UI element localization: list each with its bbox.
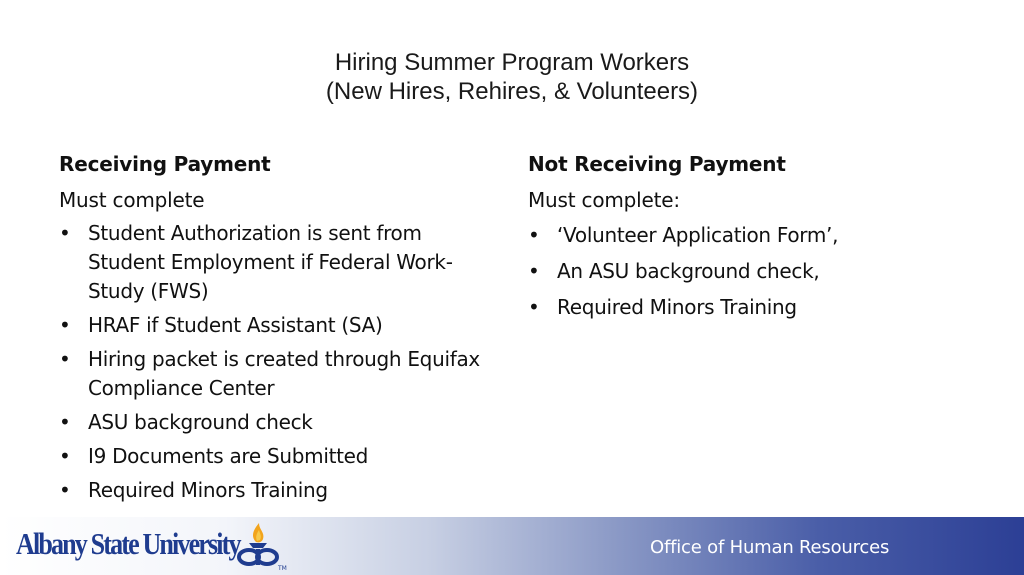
slide-title-line-1: Hiring Summer Program Workers [334,49,690,76]
list-item-text: Required Minors Training [88,478,328,502]
trademark-mark: TM [278,565,287,572]
bullet-icon: • [59,478,71,502]
bullet-icon: • [528,223,540,247]
bullet-icon: • [59,313,71,337]
office-of-human-resources: Office of Human Resources [650,537,890,558]
list-item-text: Student Authorization is sent from Student Employment if Federal Work-Study (FWS) [88,221,453,303]
slide-title [0,48,1024,106]
list-item-text: ‘Volunteer Application Form’, [557,223,839,247]
list-item-text: An ASU background check, [557,259,820,283]
receiving-payment-column [59,150,499,510]
list-item [59,442,499,471]
bullet-icon: • [59,347,71,371]
not-receiving-payment-heading: Not Receiving Payment [528,152,786,176]
list-item [59,311,499,340]
bullet-icon: • [59,221,71,245]
receiving-payment-intro: Must complete [59,188,205,212]
list-item [528,257,968,286]
list-item [59,476,499,505]
list-item-text: Hiring packet is created through Equifax Compliance Center [88,347,480,400]
bullet-icon: • [59,444,71,468]
bullet-icon: • [528,295,540,319]
bullet-icon: • [59,410,71,434]
list-item [528,293,968,322]
list-item-text: I9 Documents are Submitted [88,444,369,468]
not-receiving-payment-list [528,221,968,322]
list-item [59,219,499,306]
university-logo [16,520,296,572]
asu-flame-logo-icon [232,520,296,572]
list-item-text: Required Minors Training [557,295,797,319]
not-receiving-payment-intro: Must complete: [528,188,680,212]
list-item [59,408,499,437]
receiving-payment-heading: Receiving Payment [59,152,271,176]
slide-title-line-2: (New Hires, Rehires, & Volunteers) [325,78,699,105]
university-logo-text: Albany State University [16,526,240,561]
bullet-icon: • [528,259,540,283]
list-item-text: ASU background check [88,410,313,434]
list-item-text: HRAF if Student Assistant (SA) [88,313,383,337]
list-item [59,345,499,403]
list-item [528,221,968,250]
receiving-payment-list [59,219,499,505]
not-receiving-payment-column [528,150,968,329]
